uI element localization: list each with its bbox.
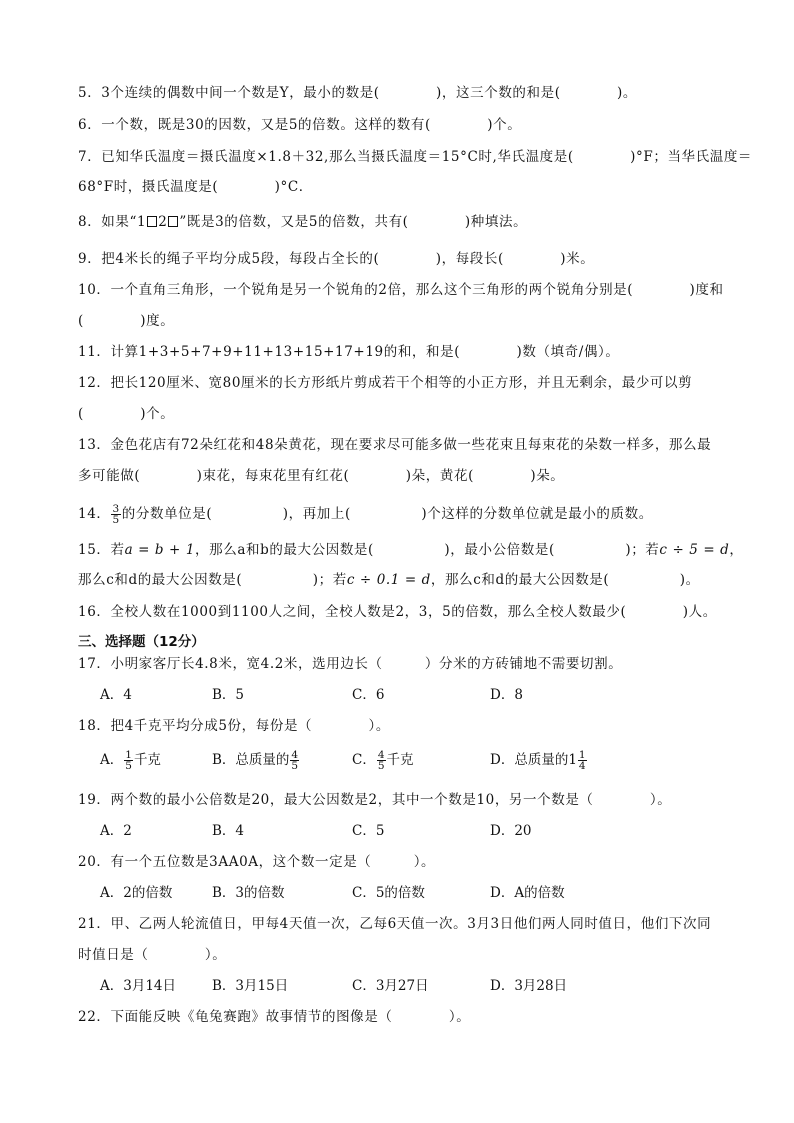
text-segment: 15．若 [78, 542, 125, 558]
option-a: A．2 [100, 823, 132, 839]
question-11: 11．计算1+3+5+7+9+11+13+15+17+19的和，和是( )数（填奇/偶）。 [78, 344, 620, 360]
question-15-line-1 [78, 541, 744, 559]
option-b: B．3的倍数 [212, 885, 285, 901]
option-d: D．20 [490, 823, 532, 839]
fraction [377, 750, 386, 771]
fraction-numerator: 1 [578, 749, 586, 761]
fraction [111, 504, 120, 525]
question-13-line-2: 多可能做( )束花，每束花里有红花( )朵，黄花( )朵。 [78, 468, 565, 484]
blank-box [147, 216, 157, 227]
question-9: 9．把4米长的绳子平均分成5段，每段占全长的( )，每段长( )米。 [78, 251, 595, 267]
option-d: D．8 [490, 687, 523, 703]
fraction-numerator: 1 [125, 749, 132, 761]
option-a: A．3月14日 [100, 978, 177, 994]
question-12-line-1: 12．把长120厘米、宽80厘米的长方形纸片剪成若干个相等的小正方形，并且无剩余，最少可以剪 [78, 375, 693, 391]
text-segment: 那么c和d的最大公因数是( )；若 [78, 572, 347, 588]
fraction [290, 750, 299, 771]
option-c: C．6 [352, 687, 385, 703]
fraction [578, 750, 587, 771]
fraction-numerator: 4 [377, 749, 385, 761]
fraction-denominator: 5 [125, 760, 132, 772]
fraction-denominator: 5 [377, 760, 385, 772]
fraction-denominator: 5 [291, 760, 299, 772]
text-segment: ，那么a和b的最大公因数是( )，最小公倍数是( )；若 [195, 542, 660, 558]
option-text: 千克 [386, 752, 414, 768]
fraction-denominator: 4 [578, 760, 586, 772]
option-b: B．4 [212, 823, 245, 839]
fraction-numerator: 4 [291, 749, 299, 761]
question-14 [78, 504, 653, 525]
option-text: B．总质量的 [212, 752, 290, 768]
option-d: D．3月28日 [490, 978, 568, 994]
equation: c ÷ 0.1 = d [346, 572, 431, 588]
question-8-part-a: 8．如果“1 [78, 214, 147, 230]
option-a: A．2的倍数 [100, 885, 173, 901]
question-21-line-1: 21．甲、乙两人轮流值日，甲每4天值一次，乙每6天值一次。3月3日他们两人同时值日，他们下次同 [78, 916, 712, 932]
option-text: 千克 [133, 752, 161, 768]
question-5: 5．3个连续的偶数中间一个数是Y，最小的数是( )，这三个数的和是( )。 [78, 85, 637, 101]
option-d: D．A的倍数 [490, 885, 565, 901]
question-6: 6．一个数，既是30的因数，又是5的倍数。这样的数有( )个。 [78, 117, 522, 133]
question-8-part-c: ”既是3的倍数，又是5的倍数，共有( )种填法。 [179, 214, 528, 230]
section-heading: 三、选择题（12分） [78, 634, 205, 650]
question-20: 20．有一个五位数是3AA0A，这个数一定是（ ）。 [78, 854, 436, 870]
question-7-line-1: 7．已知华氏温度＝摄氏温度×1.8＋32,那么当摄氏温度＝15°C时,华氏温度是( )°F；当华氏温度＝ [78, 149, 753, 165]
fraction [124, 750, 133, 771]
text-segment: ，那么c和d的最大公因数是( )。 [430, 572, 700, 588]
question-12-line-2: ( )个。 [78, 406, 175, 422]
question-14-text: 的分数单位是( )，再加上( )个这样的分数单位就是最小的质数。 [121, 506, 653, 522]
question-16: 16．全校人数在1000到1100人之间，全校人数是2，3，5的倍数，那么全校人数最少( )人。 [78, 604, 717, 620]
text-segment: ， [729, 542, 744, 558]
fraction-numerator: 3 [112, 503, 120, 515]
question-19: 19．两个数的最小公倍数是20，最大公因数是2，其中一个数是10，另一个数是（ ）。 [78, 792, 672, 808]
question-18: 18．把4千克平均分成5份，每份是（ ）。 [78, 718, 391, 734]
question-21-line-2: 时值日是（ ）。 [78, 947, 227, 963]
equation: c ÷ 5 = d [659, 542, 730, 558]
question-15-line-2 [78, 571, 700, 589]
option-b [212, 750, 300, 771]
blank-box [168, 216, 178, 227]
option-a: A．4 [100, 687, 132, 703]
equation: a = b + 1 [124, 542, 196, 558]
question-13-line-1: 13．金色花店有72朵红花和48朵黄花，现在要求尽可能多做一些花束且每束花的朵数一样多，那么最 [78, 437, 712, 453]
option-text: D．总质量的1 [490, 752, 577, 768]
option-c: C．5 [352, 823, 385, 839]
option-c: C．5的倍数 [352, 885, 425, 901]
question-10-line-2: ( )度。 [78, 313, 175, 329]
fraction-denominator: 5 [112, 514, 120, 526]
option-b: B．3月15日 [212, 978, 289, 994]
option-b: B．5 [212, 687, 245, 703]
question-17: 17．小明家客厅长4.8米，宽4.2米，选用边长（ ）分米的方砖铺地不需要切割。 [78, 656, 623, 672]
option-c: C．3月27日 [352, 978, 429, 994]
option-label: C． [352, 752, 376, 768]
question-22: 22．下面能反映《龟兔赛跑》故事情节的图像是（ ）。 [78, 1009, 471, 1025]
option-label: A． [100, 752, 124, 768]
option-a [100, 750, 161, 771]
question-14-number: 14． [78, 506, 111, 522]
question-10-line-1: 10．一个直角三角形，一个锐角是另一个锐角的2倍，那么这个三角形的两个锐角分别是( )度和 [78, 282, 724, 298]
option-c [352, 750, 414, 771]
question-7-line-2: 68°F时，摄氏温度是( )°C． [78, 179, 313, 195]
option-d [490, 750, 588, 771]
question-8-part-b: 2 [158, 214, 168, 230]
question-8 [78, 213, 527, 231]
